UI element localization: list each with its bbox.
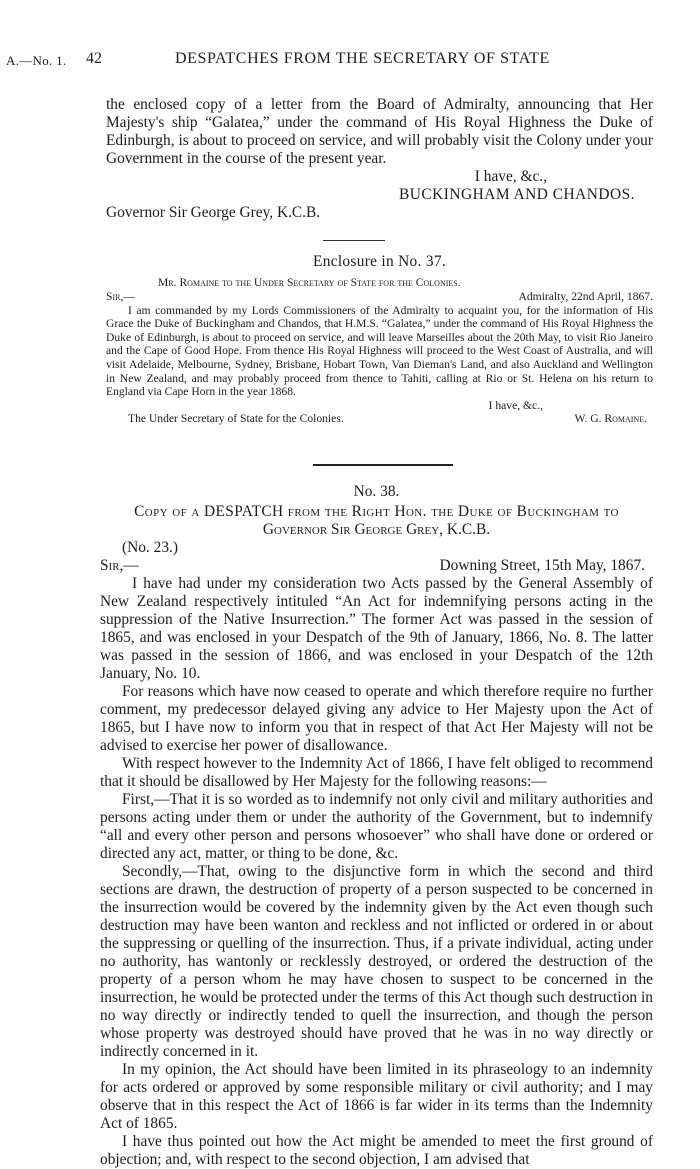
despatch-title-line2: [100, 521, 653, 539]
enclosure-sign-row: [106, 412, 653, 426]
enclosure-addressee: The Under Secretary of State for the Colonies.: [128, 412, 344, 426]
despatch-section: [100, 483, 653, 1169]
despatch-paragraph-4: First,—That it is so worded as to indemnify not only civil and military authorities and persons acting under them or under the authority of the Government, but to indemnify “all and every other person and persons whosoever” who shall have done or ordered or directed any act, matter, or thing to be done, &c.: [100, 791, 653, 862]
enclosure-place-date: Admiralty, 22nd April, 1867.: [518, 289, 653, 303]
enclosure-body: I am commanded by my Lords Commissioners of the Admiralty to acquaint you, for the information of His Grace the Duke of Buckingham and Chandos, that H.M.S. “Galatea,” under the command of His Royal Highness the Duke of Edinburgh, is about to proceed on service, and will leave Marseilles about the 20th May, to visit Rio Janeiro and the Cape of Good Hope. From thence His Royal Highness will proceed to the West Coast of Australia, and will visit Adelaide, Melbourne, Sydney, Brisbane, Hobart Town, Van Dieman's Land, and also Auckland and Wellington in New Zealand, and may probably proceed from thence to Tahiti, calling at Rio or St. Helena on his return to England via Cape Horn in the year 1868.: [106, 303, 653, 399]
despatch-ref-no: (No. 23.): [122, 539, 178, 556]
intro-paragraph: the enclosed copy of a letter from the Board of Admiralty, announcing that Her Majesty's ship “Galatea,” under the command of His Royal Highness the Duke of Edinburgh, is about to proceed on service, and will probably visit the Colony under your Government in the course of the present year.: [106, 96, 653, 167]
enclosure-closing: I have, &c.,: [488, 398, 543, 412]
intro-signature: BUCKINGHAM AND CHANDOS.: [399, 186, 635, 203]
enclosure-salutation-row: [106, 290, 653, 304]
despatch-paragraph-6: In my opinion, the Act should have been limited in its phraseology to an indemnity for acts ordered or approved by some responsible military or civil authority; and I may observe that in this respect the Act of 1866 is far wider in its terms than the Indemnity Act of 1865.: [100, 1061, 653, 1132]
despatch-salutation-row: [100, 557, 653, 575]
intro-section: [106, 96, 653, 222]
despatch-number: No. 38.: [353, 483, 400, 500]
document-reference: A.—No. 1.: [6, 53, 67, 68]
enclosure-heading: Enclosure in No. 37.: [313, 253, 446, 270]
despatch-paragraph-2: For reasons which have now ceased to operate and which therefore require no further comment, my predecessor delayed giving any advice to Her Majesty upon the Act of 1865, but I have now to inform you that in respect of that Act Her Majesty will not be advised to exercise her power of disallowance.: [100, 683, 653, 754]
enclosure-salutation: Sir,—: [106, 289, 135, 303]
intro-addressee: Governor Sir George Grey, K.C.B.: [106, 204, 321, 221]
despatch-title-text-2: Governor Sir George Grey, K.C.B.: [262, 521, 491, 538]
despatch-title-line1: [100, 503, 653, 521]
intro-closing: I have, &c.,: [474, 168, 547, 185]
enclosure-signature: W. G. Romaine.: [574, 412, 647, 426]
despatch-paragraph-5: Secondly,—That, owing to the disjunctive form in which the second and third sections are drawn, the destruction of property of a person suspected to be concerned in the insurrection would be covered by the indemnity given by the Act even though such destruction may have been wanton and reckless and not inflicted or ordered in or about the suppressing or quelling of the insurrection. Thus, if a private individual, acting under no authority, has wantonly or recklessly destroyed, or ordered the destruction of the property of a person whom he may have chosen to suspect to be concerned in the insurrection, he would be protected under the terms of this Act though such destruction in no way directly or indirectly tended to quell the insurrection, and though the person whose property was destroyed should have proved that he was in no way directly or indirectly concerned in it.: [100, 863, 653, 1060]
despatch-title-text-1: Copy of a DESPATCH from the Right Hon. the Duke of Buckingham to: [134, 503, 619, 520]
section-divider: [323, 240, 385, 241]
despatch-paragraph-1: I have had under my consideration two Acts passed by the General Assembly of New Zealand respectively intituled “An Act for indemnifying persons acting in the suppression of the Native Insurrection.” The former Act was passed in the session of 1865, and was enclosed in your Despatch of the 9th of January, 1866, No. 8. The latter was passed in the session of 1866, and was enclosed in your Despatch of the 12th January, No. 10.: [100, 575, 653, 682]
enclosure-subheading-text: Mr. Romaine to the Under Secretary of State for the Colonies.: [158, 276, 461, 289]
enclosure-subheading: [106, 276, 653, 290]
despatch-place-date: Downing Street, 15th May, 1867.: [439, 557, 645, 574]
section-divider-thick: [313, 464, 453, 466]
running-title: DESPATCHES FROM THE SECRETARY OF STATE: [175, 50, 550, 67]
despatch-paragraph-7: I have thus pointed out how the Act might be amended to meet the first ground of objection; and, with respect to the second objection, I am advised that: [100, 1133, 653, 1168]
despatch-paragraph-3: With respect however to the Indemnity Act of 1866, I have felt obliged to recommend that it should be disallowed by Her Majesty for the following reasons:—: [100, 755, 653, 790]
enclosure-section: [106, 253, 653, 426]
page-number: 42: [86, 50, 102, 67]
despatch-salutation: Sir,—: [100, 557, 139, 574]
page-header: [0, 49, 700, 73]
